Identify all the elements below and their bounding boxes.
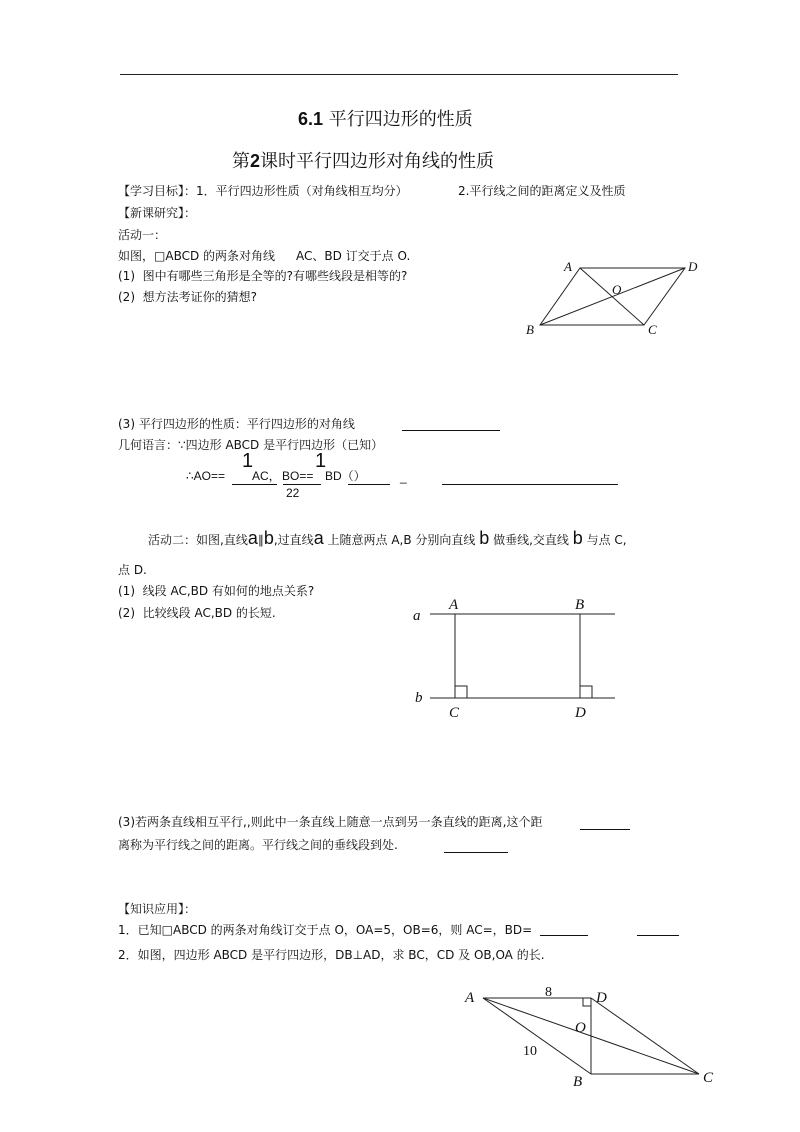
application-p1: 1．已知□ABCD 的两条对角线订交于点 O，OA=5，OB=6，则 AC=，BD= [118, 923, 533, 937]
label-A: A [465, 990, 475, 1006]
objectives-line [118, 184, 408, 198]
label-O: O [575, 1020, 586, 1036]
therefore-ao: ∴AO== [186, 469, 225, 483]
answer-blank-ao[interactable] [232, 484, 277, 485]
parallelogram-figure [520, 250, 720, 345]
activity2-q2: (2) 比较线段 AC,BD 的长短. [118, 606, 276, 620]
side-dc [591, 998, 699, 1074]
label-B: B [575, 597, 585, 613]
bo-text: BO== [282, 469, 314, 483]
parallel-lines-figure [405, 592, 625, 722]
label-line-a: a [413, 608, 421, 624]
fraction-one-a: 1 [242, 450, 254, 472]
right-angle-d [583, 998, 591, 1006]
length-ab: 10 [523, 1044, 537, 1059]
new-lesson-label: 【新课研究】： [118, 206, 197, 220]
right-angle-d [580, 686, 592, 698]
application-p2: 2．如图，四边形 ABCD 是平行四边形，DB⊥AD，求 BC，CD 及 OB,OA 的长. [118, 948, 545, 962]
label-C: C [648, 322, 657, 337]
label-C: C [703, 1070, 714, 1086]
activity2-q1: (1) 线段 AC,BD 有如何的地点关系? [118, 584, 315, 598]
side-ab [483, 998, 591, 1074]
answer-blank-equal[interactable] [444, 852, 508, 853]
label-D: D [596, 990, 607, 1006]
application-label: 【知识应用】： [118, 902, 197, 916]
activity2-q3-line1: (3)若两条直线相互平行,,则此中一条直线上随意一点到另一条直线的距离,这个距 [118, 815, 543, 829]
activity1-q2: (2) 想方法考证你的猜想? [118, 290, 258, 304]
answer-blank-reason[interactable] [348, 484, 390, 485]
fraction-one-b: 1 [315, 450, 327, 472]
right-angle-c [455, 686, 467, 698]
answer-blank-distance[interactable] [580, 829, 630, 830]
label-B: B [526, 322, 534, 337]
answer-blank-ac[interactable] [540, 935, 588, 936]
label-A: A [449, 597, 459, 613]
label-A: A [564, 259, 572, 274]
label-D: D [575, 705, 586, 721]
bd-text: BD（） [325, 469, 366, 483]
objective-1: 1．平行四边形性质（对角线相互均分） [196, 184, 408, 198]
label-D: D [688, 259, 698, 274]
page-subtitle: 第2课时平行四边形对角线的性质 [232, 151, 495, 172]
objectives-label: 【学习目标】： [118, 184, 197, 198]
activity1-label: 活动一： [118, 228, 167, 242]
label-O: O [612, 282, 622, 297]
top-rule [120, 74, 678, 75]
label-B: B [573, 1074, 583, 1090]
activity1-q1: (1) 图中有哪些三角形是全等的?有哪些线段是相等的? [118, 269, 408, 283]
answer-blank-extra[interactable] [442, 484, 618, 485]
ac-text: AC， [252, 469, 281, 483]
activity1-intro: 如图，□ABCD 的两条对角线 [118, 249, 276, 263]
objective-2: 2.平行线之间的距离定义及性质 [458, 184, 626, 198]
label-C: C [449, 705, 460, 721]
answer-blank-bd[interactable] [637, 935, 679, 936]
answer-blank-bo[interactable] [283, 484, 321, 485]
activity2-line2: 点 D. [118, 563, 147, 577]
page-title: 6.1 平行四边形的性质 [298, 109, 473, 130]
activity1-q3: (3) 平行四边形的性质：平行四边形的对角线 [118, 417, 355, 431]
activity2-line1: 活动二：如图,直线a∥b,过直线a 上随意两点 A,B 分别向直线 b 做垂线,交直线 b 与点 C, [148, 528, 627, 548]
activity1-intro-end: AC、BD 订交于点 O. [296, 249, 411, 263]
parallelogram-symbol: □ [154, 249, 166, 263]
answer-blank-q3[interactable] [402, 430, 500, 431]
denominators: 22 [286, 486, 300, 500]
activity2-q3-line2: 离称为平行线之间的距离。平行线之间的垂线段到处. [118, 838, 398, 852]
length-ad: 8 [545, 985, 552, 1000]
parallelogram-symbol: □ [161, 923, 173, 937]
label-line-b: b [415, 690, 423, 706]
geometry-language: 几何语言：∵四边形 ABCD 是平行四边形（已知） [118, 438, 384, 452]
dash: _ [400, 470, 407, 484]
problem2-figure [455, 982, 725, 1092]
